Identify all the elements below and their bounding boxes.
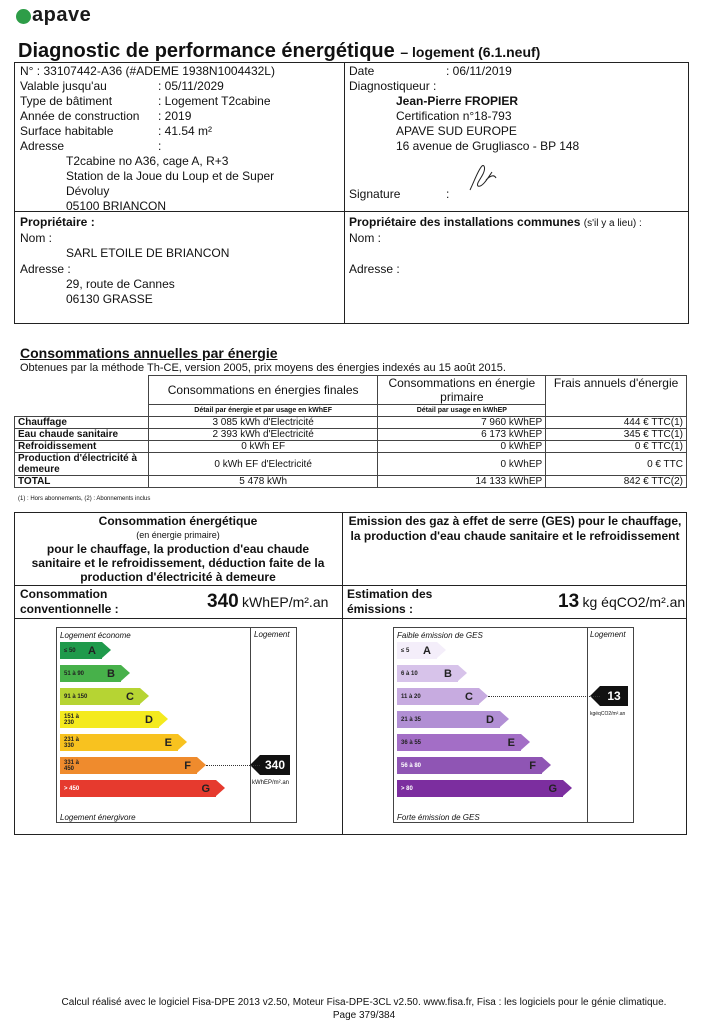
owner-name-value: SARL ETOILE DE BRIANCON (66, 246, 230, 260)
energy-class-letter: B (107, 667, 115, 680)
row-label: Eau chaude sanitaire (15, 429, 149, 441)
energy-indicator-unit: kWhEP/m².an (252, 780, 290, 786)
table-footnote: (1) : Hors abonnements, (2) : Abonnements inclus (18, 496, 151, 502)
row-cost: 0 € TTC(1) (546, 441, 687, 453)
ges-class-bar-g (397, 780, 563, 797)
apave-logo (14, 4, 102, 26)
header-final: Consommations en énergies finales (148, 376, 378, 405)
energy-class-letter: G (201, 782, 210, 795)
owner-address-label: Adresse : (20, 262, 71, 276)
footer-page: Page 379/384 (332, 1010, 396, 1021)
energy-unit: kWhEP/m².an (242, 594, 329, 610)
row-final: 0 kWh EF (148, 441, 378, 453)
page-title-sub: – logement (6.1.neuf) (400, 44, 541, 60)
signature-label: Signature (349, 187, 401, 201)
ges-class-bar-e (397, 734, 521, 751)
owner-name-label: Nom : (20, 231, 53, 245)
energy-indicator-line (206, 765, 260, 766)
energy-class-range: > 450 (64, 785, 80, 792)
ges-title: Emission des gaz à effet de serre (GES) pour le chauffage, la production d'eau chaude sanitaire et le refroidissement (348, 514, 682, 543)
energy-conv-label: Consommation (20, 587, 108, 601)
ges-est-label: Estimation des (347, 587, 433, 601)
energy-indicator-value: 340 (260, 755, 290, 775)
ges-class-bar-b (397, 665, 458, 682)
header-primary: Consommations en énergie primaire (378, 376, 546, 405)
energy-class-arrow-tip (121, 665, 130, 681)
ges-class-arrow-tip (500, 711, 509, 727)
consumption-table (14, 375, 687, 488)
row-cost: 0 € TTC (546, 453, 687, 476)
address-line: Station de la Joue du Loup et de Super (66, 169, 275, 183)
info-divider-v (344, 62, 345, 324)
energy-conv-label: conventionnelle : (20, 602, 119, 616)
consumption-subtitle: Obtenues par la méthode Th-CE, version 2005, prix moyens des énergies indexés au 15 août 2015. (20, 362, 506, 374)
row-primary: 0 kWhEP (378, 453, 546, 476)
energy-class-range: 151 à 230 (64, 713, 80, 726)
surface-label: Surface habitable (20, 124, 114, 138)
page-title-main: Diagnostic de performance énergétique (18, 40, 395, 62)
ges-class-letter: B (444, 667, 452, 680)
ges-indicator-unit: kgéqCO2/m².an (590, 711, 626, 717)
common-owner-name-label: Nom : (349, 231, 382, 245)
energy-class-bar-c (60, 688, 140, 705)
row-cost: 345 € TTC(1) (546, 429, 687, 441)
row-final: 2 393 kWh d'Electricité (148, 429, 378, 441)
energy-class-arrow-tip (197, 757, 206, 773)
energy-class-range: 331 à 450 (64, 759, 80, 772)
energy-class-letter: F (184, 759, 191, 772)
construction-year-value: : 2019 (158, 109, 192, 123)
energy-class-bar-d (60, 711, 159, 728)
energy-value: 340 (207, 591, 239, 612)
signature-mark (462, 160, 502, 194)
ges-indicator-value: 13 (600, 686, 628, 706)
address-colon: : (158, 139, 162, 153)
owner-title: Propriétaire : (20, 215, 95, 229)
ges-class-range: 56 à 80 (401, 762, 422, 769)
ges-class-arrow-tip (458, 665, 467, 681)
energy-class-range: ≤ 50 (64, 647, 76, 654)
row-primary: 7 960 kWhEP (378, 417, 546, 429)
ges-scale-col-label: Logement (590, 630, 626, 639)
common-owner-title-text: Propriétaire des installations communes (349, 215, 581, 229)
energy-scale-col-label: Logement (254, 630, 290, 639)
energy-class-bar-f (60, 757, 197, 774)
energy-class-arrow-tip (102, 642, 111, 658)
energy-subtitle: (en énergie primaire) (136, 530, 220, 540)
energy-desc-line: pour le chauffage, la production d'eau chaude (46, 542, 310, 556)
ges-value-line (558, 592, 685, 613)
row-primary: 14 133 kWhEP (378, 476, 546, 488)
ges-class-range: 11 à 20 (401, 693, 421, 700)
energy-value-line (207, 592, 328, 613)
ges-class-letter: A (423, 644, 431, 657)
ges-class-range: ≤ 5 (401, 647, 410, 654)
row-final: 5 478 kWh (148, 476, 378, 488)
date-label: Date (349, 64, 375, 78)
ges-class-range: > 80 (401, 785, 413, 792)
ges-class-bar-a (397, 642, 437, 659)
ges-class-arrow-tip (563, 780, 572, 796)
diagnostician-label: Diagnostiqueur : (349, 79, 437, 93)
valid-until-label: Valable jusqu'au (20, 79, 107, 93)
energy-title: Consommation énergétique (98, 514, 258, 528)
logo-dot-icon (16, 9, 31, 24)
ges-class-letter: D (486, 713, 494, 726)
diagnostician-name: Jean-Pierre FROPIER (396, 94, 519, 108)
row-label: TOTAL (15, 476, 149, 488)
row-final: 3 085 kWh d'Electricité (148, 417, 378, 429)
energy-class-bar-a (60, 642, 102, 659)
ges-indicator-line (488, 696, 600, 697)
table-row (15, 441, 687, 453)
ges-class-range: 6 à 10 (401, 670, 418, 677)
header-cost: Frais annuels d'énergie (546, 376, 687, 417)
energy-class-arrow-tip (178, 734, 187, 750)
detail-primary: Détail par usage en kWhEP (378, 405, 546, 417)
row-primary: 6 173 kWhEP (378, 429, 546, 441)
diagnostician-line: 16 avenue de Grugliasco - BP 148 (396, 139, 580, 153)
table-corner (15, 405, 149, 417)
row-label: Production d'électricité à demeure (15, 453, 149, 476)
table-header-row (15, 376, 687, 405)
row-label: Chauffage (15, 417, 149, 429)
ges-class-letter: E (507, 736, 515, 749)
address-line: 05100 BRIANCON (66, 199, 167, 213)
signature-colon: : (446, 187, 450, 201)
common-owner-address-label: Adresse : (349, 262, 400, 276)
diagnostician-line: APAVE SUD EUROPE (396, 124, 517, 138)
energy-class-arrow-tip (216, 780, 225, 796)
logo-text: apave (32, 4, 92, 26)
address-line: T2cabine no A36, cage A, R+3 (66, 154, 229, 168)
ges-class-bar-c (397, 688, 479, 705)
footer-line: Calcul réalisé avec le logiciel Fisa-DPE 2013 v2.50, Moteur Fisa-DPE-3CL v2.50. www.fisa.fr, Fisa : les logiciels pour le génie climatique. (61, 997, 667, 1008)
row-cost: 444 € TTC(1) (546, 417, 687, 429)
energy-class-arrow-tip (159, 711, 168, 727)
row-final: 0 kWh EF d'Electricité (148, 453, 378, 476)
ges-est-label: émissions : (347, 602, 414, 616)
construction-year-label: Année de construction (20, 109, 140, 123)
valid-until-value: : 05/11/2029 (158, 79, 224, 93)
energy-scale-top: Logement économe (60, 631, 131, 640)
ges-class-letter: C (465, 690, 473, 703)
table-row-total (15, 476, 687, 488)
address-label: Adresse (20, 139, 65, 153)
energy-class-letter: C (126, 690, 134, 703)
energy-class-bar-b (60, 665, 121, 682)
ges-unit: kg éqCO2/m².an (582, 594, 686, 610)
common-owner-title-note: (s'il y a lieu) : (583, 218, 642, 229)
energy-class-arrow-tip (140, 688, 149, 704)
ges-scale-top: Faible émission de GES (397, 631, 483, 640)
ges-class-bar-f (397, 757, 542, 774)
table-row (15, 417, 687, 429)
address-line: Dévoluy (66, 184, 110, 198)
ges-class-arrow-tip (542, 757, 551, 773)
energy-class-range: 91 à 150 (64, 693, 88, 700)
energy-class-letter: E (164, 736, 172, 749)
ges-class-range: 21 à 35 (401, 716, 422, 723)
labels-divider-h (14, 585, 687, 586)
energy-header (14, 514, 342, 584)
dpe-number: N° : 33107442-A36 (#ADEME 1938N1004432L) (20, 64, 275, 78)
ges-scale-divider (587, 627, 588, 823)
building-type-value: : Logement T2cabine (158, 94, 271, 108)
date-value: : 06/11/2019 (446, 64, 512, 78)
energy-class-range: 51 à 90 (64, 670, 85, 677)
owner-address-line: 06130 GRASSE (66, 292, 153, 306)
ges-class-arrow-tip (437, 642, 446, 658)
energy-scale-bottom: Logement énergivore (60, 813, 136, 822)
energy-class-letter: A (88, 644, 96, 657)
labels-divider (342, 512, 343, 835)
energy-scale-divider (250, 627, 251, 823)
energy-class-bar-g (60, 780, 216, 797)
table-row (15, 429, 687, 441)
energy-class-range: 231 à 330 (64, 736, 80, 749)
diagnostician-line: Certification n°18-793 (396, 109, 512, 123)
ges-class-letter: G (548, 782, 557, 795)
owner-address-line: 29, route de Cannes (66, 277, 175, 291)
row-cost: 842 € TTC(2) (546, 476, 687, 488)
energy-desc-line: sanitaire et le refroidissement, déduction faite de la (31, 556, 325, 570)
table-row (15, 453, 687, 476)
detail-final: Détail par énergie et par usage en kWhEF (148, 405, 378, 417)
page-title (18, 40, 540, 63)
common-owner-title (349, 215, 642, 231)
ges-class-letter: F (529, 759, 536, 772)
surface-value: : 41.54 m² (158, 124, 213, 138)
ges-value: 13 (558, 591, 580, 612)
ges-class-arrow-tip (479, 688, 488, 704)
ges-class-bar-d (397, 711, 500, 728)
energy-class-bar-e (60, 734, 178, 751)
energy-class-letter: D (145, 713, 153, 726)
energy-desc-line: production d'électricité à demeure (80, 570, 276, 584)
ges-class-range: 36 à 55 (401, 739, 422, 746)
labels-divider-h2 (14, 618, 687, 619)
building-type-label: Type de bâtiment (20, 94, 113, 108)
table-corner (15, 376, 149, 405)
row-label: Refroidissement (15, 441, 149, 453)
row-primary: 0 kWhEP (378, 441, 546, 453)
consumption-title: Consommations annuelles par énergie (20, 345, 278, 361)
ges-scale-bottom: Forte émission de GES (397, 813, 480, 822)
ges-class-arrow-tip (521, 734, 530, 750)
